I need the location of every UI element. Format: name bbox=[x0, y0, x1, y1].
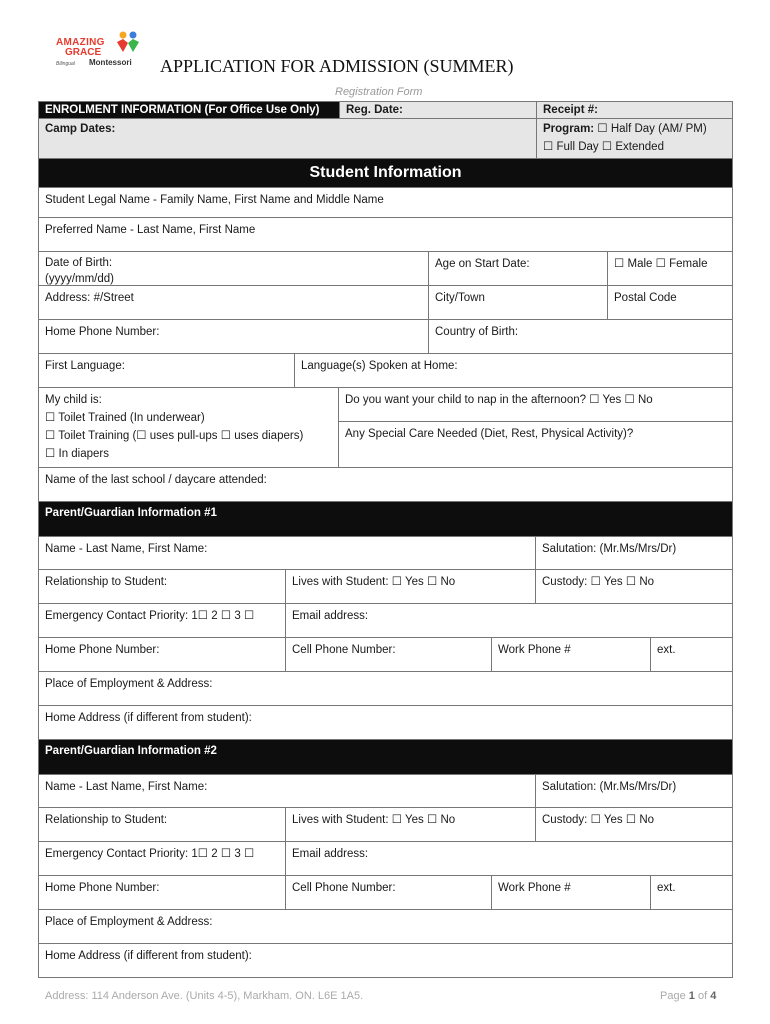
parent2-home-address-field[interactable]: Home Address (if different from student): bbox=[45, 950, 252, 962]
last-school-field[interactable]: Name of the last school / daycare attended: bbox=[45, 474, 267, 486]
student-phone-row bbox=[38, 320, 733, 354]
dob-field[interactable] bbox=[39, 252, 429, 285]
page-subtitle: Registration Form bbox=[335, 86, 423, 98]
page-number: 1 bbox=[688, 990, 695, 1002]
child-is-label: My child is: bbox=[45, 394, 102, 406]
address-field[interactable]: Address: #/Street bbox=[39, 286, 429, 319]
toilet-training-checkbox[interactable]: ☐ Toilet Training (☐ uses pull-ups ☐ uses diapers) bbox=[45, 430, 304, 442]
preferred-name-row bbox=[38, 218, 733, 252]
receipt-field[interactable]: Receipt #: bbox=[537, 102, 732, 118]
nap-question[interactable]: Do you want your child to nap in the afternoon? ☐ Yes ☐ No bbox=[339, 388, 732, 422]
address-row bbox=[38, 286, 733, 320]
last-school-row bbox=[38, 468, 733, 502]
parent1-custody-checkbox[interactable]: Custody: ☐ Yes ☐ No bbox=[542, 576, 655, 588]
page-word: Page bbox=[660, 990, 686, 1002]
parent2-lives-with-checkbox[interactable]: Lives with Student: ☐ Yes ☐ No bbox=[286, 808, 536, 841]
special-care-field[interactable]: Any Special Care Needed (Diet, Rest, Physical Activity)? bbox=[345, 428, 634, 440]
country-of-birth-field[interactable]: Country of Birth: bbox=[435, 326, 519, 338]
office-row-2 bbox=[38, 119, 733, 159]
parent2-email-field[interactable]: Email address: bbox=[292, 848, 369, 860]
city-field[interactable]: City/Town bbox=[429, 286, 608, 319]
parent1-emergency-priority[interactable]: Emergency Contact Priority: 1☐ 2 ☐ 3 ☐ bbox=[39, 604, 286, 637]
age-start-field[interactable]: Age on Start Date: bbox=[429, 252, 608, 285]
parent1-ext-field[interactable]: ext. bbox=[657, 644, 676, 656]
parent2-emergency-row bbox=[38, 842, 733, 876]
program-field bbox=[537, 119, 732, 158]
logo-text-amazing: AMAZING bbox=[56, 37, 105, 48]
parent1-relationship-row bbox=[38, 570, 733, 604]
student-legal-name-row bbox=[38, 187, 733, 218]
parent2-name-row bbox=[38, 774, 733, 808]
parent1-employment-row bbox=[38, 672, 733, 706]
child-status-row bbox=[38, 388, 733, 468]
first-language-field[interactable]: First Language: bbox=[39, 354, 295, 387]
parent1-header: Parent/Guardian Information #1 bbox=[38, 502, 733, 536]
parent2-relationship-field[interactable]: Relationship to Student: bbox=[39, 808, 286, 841]
preferred-name-field[interactable]: Preferred Name - Last Name, First Name bbox=[45, 224, 256, 236]
parent2-cell-phone-field[interactable]: Cell Phone Number: bbox=[286, 876, 492, 909]
parent1-home-address-field[interactable]: Home Address (if different from student): bbox=[45, 712, 252, 724]
program-half-day-checkbox[interactable]: ☐ Half Day (AM/ PM) bbox=[597, 123, 707, 135]
parent1-name-row bbox=[38, 536, 733, 570]
dob-row bbox=[38, 252, 733, 286]
child-status-field bbox=[39, 388, 339, 467]
parent1-home-address-row bbox=[38, 706, 733, 740]
children-logo-icon bbox=[114, 30, 142, 56]
office-row-1 bbox=[38, 101, 733, 119]
parent1-cell-phone-field[interactable]: Cell Phone Number: bbox=[286, 638, 492, 671]
parent1-employment-field[interactable]: Place of Employment & Address: bbox=[45, 678, 213, 690]
of-word: of bbox=[697, 990, 708, 1002]
enrolment-label: ENROLMENT INFORMATION (For Office Use Only) bbox=[39, 102, 340, 118]
logo-text-grace: GRACE bbox=[65, 47, 102, 58]
admission-form bbox=[38, 101, 733, 978]
parent2-home-address-row bbox=[38, 944, 733, 978]
parent2-header: Parent/Guardian Information #2 bbox=[38, 740, 733, 774]
camp-dates-field[interactable]: Camp Dates: bbox=[39, 119, 537, 158]
language-row bbox=[38, 354, 733, 388]
toilet-trained-checkbox[interactable]: ☐ Toilet Trained (In underwear) bbox=[45, 412, 205, 424]
dob-format: (yyyy/mm/dd) bbox=[45, 273, 114, 285]
parent1-work-phone-field[interactable]: Work Phone # bbox=[492, 638, 651, 671]
parent1-name-field[interactable]: Name - Last Name, First Name: bbox=[39, 537, 536, 569]
parent2-emergency-priority[interactable]: Emergency Contact Priority: 1☐ 2 ☐ 3 ☐ bbox=[39, 842, 286, 875]
parent1-emergency-row bbox=[38, 604, 733, 638]
student-home-phone-field[interactable]: Home Phone Number: bbox=[39, 320, 429, 353]
student-info-header: Student Information bbox=[38, 159, 733, 187]
dob-label: Date of Birth: bbox=[45, 257, 113, 269]
student-legal-name-field[interactable]: Student Legal Name - Family Name, First Name and Middle Name bbox=[45, 194, 384, 206]
parent2-ext-field[interactable]: ext. bbox=[657, 882, 676, 894]
parent2-salutation-field[interactable]: Salutation: (Mr.Ms/Mrs/Dr) bbox=[542, 781, 677, 793]
logo-text-montessori: Montessori bbox=[89, 58, 132, 67]
reg-date-field[interactable]: Reg. Date: bbox=[340, 102, 537, 118]
parent2-custody-checkbox[interactable]: Custody: ☐ Yes ☐ No bbox=[542, 814, 655, 826]
page-indicator bbox=[660, 990, 716, 1002]
languages-home-field[interactable]: Language(s) Spoken at Home: bbox=[301, 360, 458, 372]
parent1-salutation-field[interactable]: Salutation: (Mr.Ms/Mrs/Dr) bbox=[542, 543, 677, 555]
program-full-day-checkbox[interactable]: ☐ Full Day ☐ Extended bbox=[543, 141, 664, 153]
postal-code-field[interactable]: Postal Code bbox=[614, 292, 677, 304]
page-total: 4 bbox=[710, 990, 717, 1002]
logo-text-bilingual: Bilingual bbox=[56, 61, 75, 67]
in-diapers-checkbox[interactable]: ☐ In diapers bbox=[45, 448, 110, 460]
parent1-phone-row bbox=[38, 638, 733, 672]
parent2-employment-row bbox=[38, 910, 733, 944]
parent1-lives-with-checkbox[interactable]: Lives with Student: ☐ Yes ☐ No bbox=[286, 570, 536, 603]
parent1-relationship-field[interactable]: Relationship to Student: bbox=[39, 570, 286, 603]
parent2-employment-field[interactable]: Place of Employment & Address: bbox=[45, 916, 213, 928]
program-label: Program: bbox=[543, 123, 595, 135]
parent1-email-field[interactable]: Email address: bbox=[292, 610, 369, 622]
parent2-work-phone-field[interactable]: Work Phone # bbox=[492, 876, 651, 909]
parent2-home-phone-field[interactable]: Home Phone Number: bbox=[39, 876, 286, 909]
parent2-relationship-row bbox=[38, 808, 733, 842]
page-title: APPLICATION FOR ADMISSION (SUMMER) bbox=[160, 56, 514, 76]
parent2-name-field[interactable]: Name - Last Name, First Name: bbox=[39, 775, 536, 807]
child-care-column bbox=[339, 388, 732, 467]
gender-checkboxes[interactable]: ☐ Male ☐ Female bbox=[614, 258, 708, 270]
parent2-phone-row bbox=[38, 876, 733, 910]
footer-address: Address: 114 Anderson Ave. (Units 4-5), Markham. ON. L6E 1A5. bbox=[45, 990, 364, 1002]
school-logo bbox=[52, 30, 148, 72]
parent1-home-phone-field[interactable]: Home Phone Number: bbox=[39, 638, 286, 671]
